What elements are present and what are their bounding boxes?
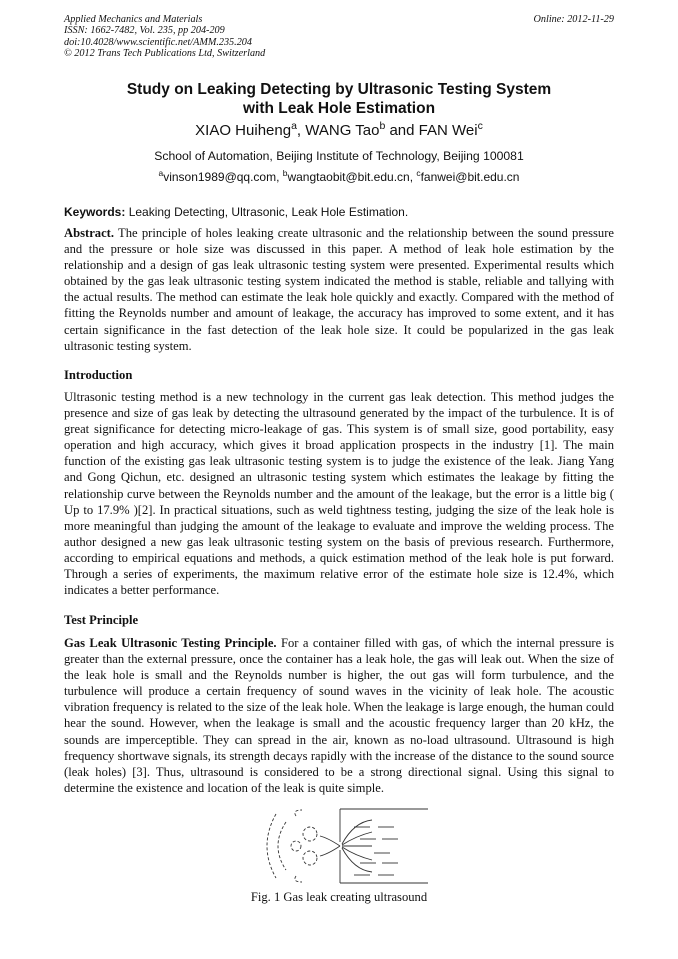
- email-1: vinson1989@qq.com,: [163, 170, 283, 184]
- streamline: [342, 847, 372, 860]
- sound-wave: [267, 814, 276, 878]
- abstract-label: Abstract.: [64, 226, 115, 240]
- author-1: XIAO Huiheng: [195, 122, 292, 139]
- author-3-mark: c: [477, 120, 483, 132]
- vortex: [303, 827, 317, 841]
- journal-header: [64, 14, 265, 60]
- introduction-paragraph: Ultrasonic testing method is a new technology in the current gas leak detection. This method judges the presence and size of gas leak by detecting the ultrasound generated by the impact of the turbulence. It is of great significance for detecting micro-leakage of gas. This system is of small size, good portability, easy operation and high accuracy, which gives it broad application prospects in the industry [1]. The main function of the existing gas leak ultrasonic testing system is to judge the existence of the leak. Jiang Yang and Gong Qichun, etc. designed an ultrasonic testing system which estimates the leakage by fitting the relationship curve between the Reynolds number and the amount of the leakage, but the error is a little big ( Up to 17.9% )[2]. In practical situations, such as weld tightness testing, judging the size of the leak hole is more meaningful than judging the amount of the leakage to evaluate and improve the welding process. The author designed a new gas leak ultrasonic testing system on the basis of previous research. Furthermore, according to empirical equations and methods, a quick estimation method of the leak hole is put forward. Through a series of experiments, the maximum relative error of the estimate hole size is 12.4%, which indicates a better performance.: [64, 390, 614, 598]
- keywords-label: Keywords:: [64, 205, 126, 219]
- issn-line: ISSN: 1662-7482, Vol. 235, pp 204-209: [64, 25, 225, 37]
- paper-title: [64, 80, 614, 118]
- author-3: FAN Wei: [418, 122, 478, 139]
- email-3: fanwei@bit.edu.cn: [420, 170, 520, 184]
- section-heading-introduction: Introduction: [64, 368, 133, 382]
- email-1-mark: a: [158, 168, 164, 178]
- title-line-1: Study on Leaking Detecting by Ultrasonic Testing System: [126, 81, 552, 98]
- vortex: [291, 841, 301, 851]
- email-2: wangtaobit@bit.edu.cn,: [287, 170, 417, 184]
- vortex: [303, 851, 317, 865]
- author-separator: and: [385, 122, 419, 139]
- journal-name: Applied Mechanics and Materials: [64, 14, 203, 25]
- gas-leak-figure: [262, 808, 432, 884]
- subsection-heading: Gas Leak Ultrasonic Testing Principle.: [64, 636, 277, 650]
- online-date: Online: 2012-11-29: [533, 14, 614, 25]
- sound-wave: [278, 822, 286, 870]
- leak-jet: [320, 836, 340, 846]
- test-principle-paragraph: [64, 635, 614, 796]
- doi-line: doi:10.4028/www.scientific.net/AMM.235.204: [64, 36, 252, 48]
- streamline: [342, 832, 372, 845]
- figure-caption: Fig. 1 Gas leak creating ultrasound: [250, 890, 428, 904]
- abstract-text: The principle of holes leaking create ultrasonic and the relationship between the sound pressure and the pressure or hole size was discussed in this paper. A method of leak hole estimation by the relationship and a design of gas leak ultrasonic testing system were presented. Experimental results which obtained by the gas leak ultrasonic testing system indicated the method is stable, reliable and tallying with the actual results. The method can estimate the leak hole quickly and exactly. Compared with the method of fitting the Reynolds number and amount of leakage, the accuracy has improved to some extent, and it has certain significance in the fast detection of the leak hole size. It could be popularized in the gas leak ultrasonic testing system.: [64, 226, 614, 353]
- copyright-line: © 2012 Trans Tech Publications Ltd, Switzerland: [64, 48, 266, 60]
- abstract: [64, 225, 614, 354]
- streamline: [342, 820, 372, 844]
- author-separator: ,: [296, 122, 306, 139]
- title-line-2: with Leak Hole Estimation: [242, 100, 436, 117]
- email-3-mark: c: [416, 168, 421, 178]
- streamline: [342, 848, 372, 872]
- author-2-mark: b: [379, 120, 386, 132]
- email-list: [64, 170, 614, 184]
- keywords: [64, 205, 614, 219]
- test-principle-text: For a container filled with gas, of which the internal pressure is greater than the external pressure, once the container has a leak hole, the gas will leak out. When the size of the leak hole is small and the Reynolds number is higher, the out gas will form turbulence, and the turbulence will produce a certain frequency of sound waves in the vicinity of leak hole. The acoustic vibration frequency is related to the size of the leak hole. When the leakage is large enough, the human could hear the sound. However, when the leakage is small and the acoustic frequency larger than 20 kHz, the sounds are imperceptible. They can spread in the air, known as no-load ultrasound. Ultrasound is high frequency shortwave signals, its strength decays rapidly with the increase of the distance to the sound source (leak holes) [3]. Thus, ultrasound is considered to be a strong directional signal. Using this signal to determine the existence and location of the leak is quite simple.: [64, 636, 614, 795]
- leak-jet: [320, 846, 340, 856]
- author-list: [64, 121, 614, 141]
- sound-wave: [295, 876, 302, 882]
- section-heading-test-principle: Test Principle: [64, 613, 139, 627]
- sound-wave: [295, 810, 302, 816]
- keywords-text: Leaking Detecting, Ultrasonic, Leak Hole Estimation.: [125, 205, 409, 219]
- author-1-mark: a: [291, 120, 297, 132]
- affiliation: School of Automation, Beijing Institute of Technology, Beijing 100081: [154, 149, 524, 163]
- author-2: WANG Tao: [305, 122, 380, 139]
- email-2-mark: b: [282, 168, 288, 178]
